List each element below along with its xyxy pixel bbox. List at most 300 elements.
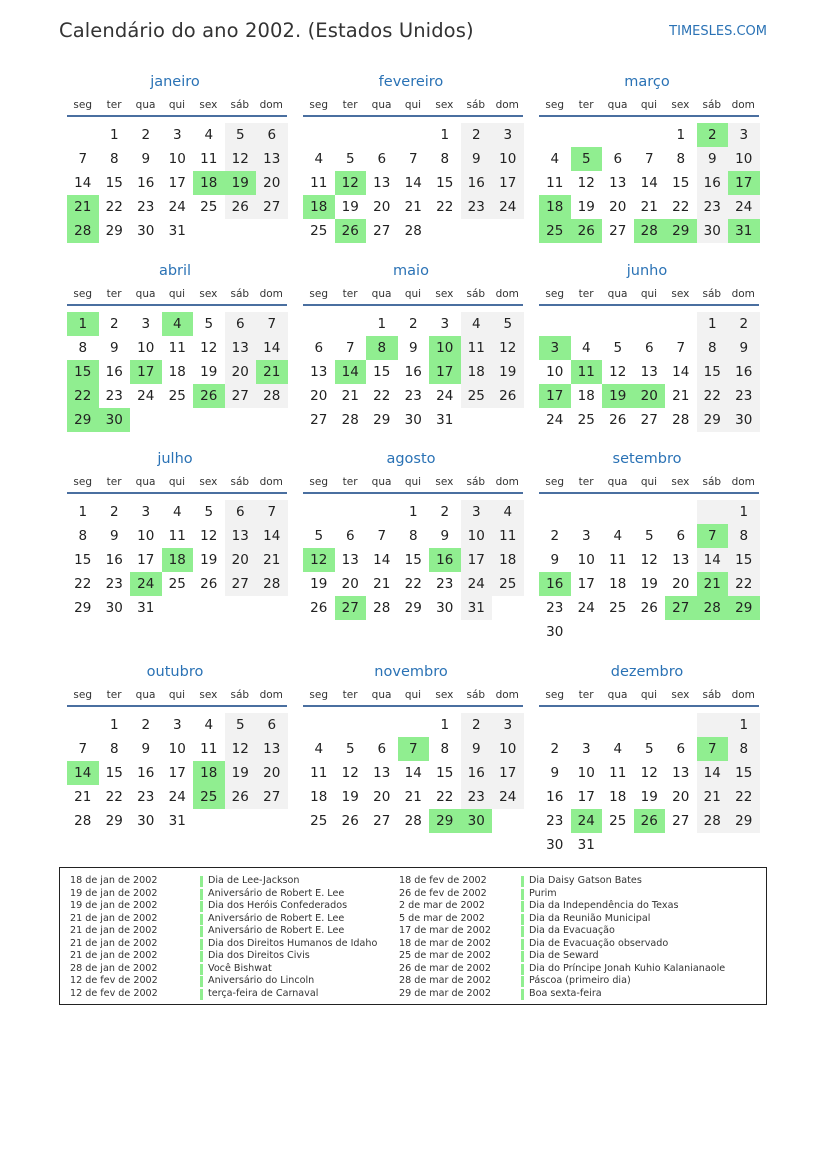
holiday-day-cell: 29 (67, 408, 99, 432)
weekday-label: sex (435, 99, 454, 111)
weekday-label: qua (135, 99, 156, 111)
weekday-label: sex (199, 476, 218, 488)
empty-cell (366, 713, 398, 737)
day-cell: 29 (373, 412, 391, 428)
day-cell: 17 (137, 552, 155, 568)
holiday-day-cell: 29 (728, 596, 760, 620)
weekday-label: sáb (466, 689, 486, 701)
day-cell: 4 (314, 151, 324, 167)
day-cell: 28 (256, 384, 288, 408)
day-cell: 7 (78, 151, 88, 167)
day-cell: 24 (137, 388, 155, 404)
day-cell: 17 (168, 175, 186, 191)
weekday-label: seg (545, 99, 565, 111)
holiday-date: 28 de jan de 2002 (70, 962, 158, 974)
day-cell: 12 (640, 552, 658, 568)
holiday-name: Dia do Príncipe Jonah Kuhio Kalanianaole (529, 962, 726, 974)
day-cell: 15 (436, 765, 454, 781)
day-cell: 2 (728, 312, 760, 336)
day-cell: 17 (461, 548, 493, 572)
day-cell: 5 (345, 741, 355, 757)
holiday-date: 18 de jan de 2002 (70, 875, 158, 886)
weekday-label: sáb (230, 99, 250, 111)
day-cell: 3 (440, 316, 450, 332)
month-janeiro (63, 72, 287, 243)
holiday-row (70, 938, 390, 951)
day-cell: 2 (461, 123, 493, 147)
day-cell: 27 (373, 813, 391, 829)
day-cell: 22 (74, 576, 92, 592)
empty-cell (634, 500, 666, 524)
month-name: novembro (374, 664, 448, 680)
holiday-name: Dia de Seward (529, 950, 599, 961)
empty-cell (697, 500, 729, 524)
day-cell: 1 (109, 127, 119, 143)
weekday-label: qui (404, 288, 422, 300)
holiday-day-cell: 7 (697, 524, 729, 548)
day-cell: 28 (373, 600, 391, 616)
holiday-date: 19 de jan de 2002 (70, 900, 158, 911)
month-name: fevereiro (378, 74, 444, 90)
holiday-name: Dia dos Heróis Confederados (208, 900, 348, 911)
weekday-header (67, 685, 287, 707)
weekday-label: seg (545, 476, 565, 488)
day-cell: 27 (225, 384, 257, 408)
holiday-row (70, 925, 390, 938)
day-cell: 30 (137, 813, 155, 829)
day-cell: 11 (168, 528, 186, 544)
day-cell: 12 (225, 147, 257, 171)
day-cell: 6 (314, 340, 324, 356)
day-cell: 5 (314, 528, 324, 544)
holiday-day-cell: 26 (193, 384, 225, 408)
weekday-label: qua (371, 689, 392, 701)
day-cell: 23 (137, 199, 155, 215)
day-cell: 13 (672, 552, 690, 568)
holiday-date: 17 de mar de 2002 (399, 925, 491, 936)
holiday-name: Aniversário do Lincoln (208, 975, 315, 986)
day-grid (67, 312, 287, 432)
day-cell: 24 (728, 195, 760, 219)
day-cell: 6 (676, 528, 686, 544)
holiday-name: Dia Daisy Gatson Bates (529, 875, 642, 886)
day-cell: 1 (440, 127, 450, 143)
day-cell: 23 (697, 195, 729, 219)
day-cell: 31 (168, 813, 186, 829)
holiday-day-cell: 29 (665, 219, 697, 243)
day-cell: 20 (341, 576, 359, 592)
holiday-name: Dia dos Direitos Civis (208, 950, 310, 961)
holiday-day-cell: 26 (335, 219, 367, 243)
holiday-row (399, 925, 719, 938)
empty-cell (303, 500, 335, 524)
empty-cell (398, 713, 430, 737)
holiday-date: 18 de mar de 2002 (399, 937, 491, 949)
day-cell: 7 (377, 528, 387, 544)
holiday-day-cell: 18 (162, 548, 194, 572)
weekday-label: sex (199, 288, 218, 300)
holiday-date: 12 de fev de 2002 (70, 975, 158, 986)
holiday-row (399, 950, 719, 963)
weekday-label: qui (640, 288, 658, 300)
day-cell: 30 (728, 408, 760, 432)
empty-cell (602, 500, 634, 524)
holiday-date: 12 de fev de 2002 (70, 987, 158, 999)
day-cell: 12 (577, 175, 595, 191)
day-cell: 26 (341, 813, 359, 829)
day-cell: 25 (577, 412, 595, 428)
day-cell: 16 (461, 171, 493, 195)
empty-cell (571, 500, 603, 524)
weekday-label: qua (135, 689, 156, 701)
weekday-label: qua (135, 476, 156, 488)
day-cell: 29 (728, 809, 760, 833)
day-cell: 1 (676, 127, 686, 143)
day-cell: 11 (609, 552, 627, 568)
day-cell: 24 (546, 412, 564, 428)
day-cell: 20 (225, 548, 257, 572)
day-cell: 17 (492, 761, 524, 785)
day-cell: 13 (672, 765, 690, 781)
day-cell: 23 (105, 388, 123, 404)
holiday-marker (200, 976, 203, 987)
day-cell: 25 (200, 199, 218, 215)
weekday-label: sáb (702, 288, 722, 300)
holiday-day-cell: 14 (335, 360, 367, 384)
day-cell: 10 (728, 147, 760, 171)
holiday-day-cell: 26 (634, 809, 666, 833)
day-cell: 21 (373, 576, 391, 592)
empty-cell (539, 312, 571, 336)
day-cell: 15 (105, 175, 123, 191)
weekday-label: qua (607, 689, 628, 701)
holiday-row (70, 988, 390, 1001)
day-cell: 23 (436, 576, 454, 592)
day-cell: 27 (256, 195, 288, 219)
weekday-label: qua (607, 476, 628, 488)
day-cell: 5 (204, 316, 214, 332)
weekday-label: qua (371, 99, 392, 111)
weekday-header (303, 685, 523, 707)
day-cell: 29 (105, 813, 123, 829)
day-cell: 3 (172, 717, 182, 733)
day-cell: 12 (492, 336, 524, 360)
day-cell: 26 (609, 412, 627, 428)
weekday-label: dom (259, 99, 283, 111)
holiday-marker (200, 889, 203, 900)
weekday-label: ter (342, 288, 358, 300)
day-cell: 25 (461, 384, 493, 408)
month-name: julho (157, 451, 193, 467)
day-cell: 26 (492, 384, 524, 408)
weekday-header (539, 284, 759, 306)
day-cell: 20 (373, 789, 391, 805)
day-grid (303, 500, 523, 620)
day-cell: 30 (436, 600, 454, 616)
month-maio (299, 261, 523, 432)
month-name: outubro (146, 664, 204, 680)
day-cell: 14 (640, 175, 658, 191)
holiday-row (70, 950, 390, 963)
weekday-label: sex (435, 288, 454, 300)
day-cell: 29 (404, 600, 422, 616)
day-cell: 11 (461, 336, 493, 360)
day-cell: 25 (609, 600, 627, 616)
day-cell: 2 (550, 741, 560, 757)
day-cell: 15 (728, 761, 760, 785)
day-cell: 31 (436, 412, 454, 428)
day-cell: 11 (609, 765, 627, 781)
day-cell: 21 (341, 388, 359, 404)
weekday-header (67, 284, 287, 306)
day-cell: 20 (225, 360, 257, 384)
brand-link[interactable]: TIMESLES.COM (669, 24, 767, 39)
weekday-label: sex (199, 99, 218, 111)
day-cell: 12 (341, 765, 359, 781)
day-cell: 5 (492, 312, 524, 336)
day-cell: 8 (440, 151, 450, 167)
day-cell: 29 (105, 223, 123, 239)
day-cell: 27 (256, 785, 288, 809)
day-cell: 7 (256, 312, 288, 336)
day-cell: 3 (728, 123, 760, 147)
day-cell: 23 (404, 388, 422, 404)
day-cell: 28 (404, 813, 422, 829)
weekday-label: seg (545, 689, 565, 701)
day-cell: 9 (141, 741, 151, 757)
holiday-day-cell: 22 (67, 384, 99, 408)
day-cell: 4 (204, 717, 214, 733)
holiday-day-cell: 25 (539, 219, 571, 243)
day-cell: 25 (168, 388, 186, 404)
holiday-day-cell: 14 (67, 761, 99, 785)
empty-cell (335, 312, 367, 336)
holiday-day-cell: 15 (67, 360, 99, 384)
holiday-day-cell: 7 (398, 737, 430, 761)
holiday-marker (200, 989, 203, 1000)
day-cell: 8 (728, 524, 760, 548)
day-cell: 25 (492, 572, 524, 596)
weekday-label: qua (371, 288, 392, 300)
weekday-label: ter (342, 476, 358, 488)
day-cell: 31 (168, 223, 186, 239)
day-cell: 14 (697, 548, 729, 572)
day-cell: 29 (74, 600, 92, 616)
holiday-day-cell: 24 (571, 809, 603, 833)
day-cell: 2 (461, 713, 493, 737)
day-cell: 17 (577, 789, 595, 805)
day-cell: 28 (256, 572, 288, 596)
day-cell: 18 (310, 789, 328, 805)
empty-cell (335, 713, 367, 737)
weekday-label: dom (259, 476, 283, 488)
weekday-label: seg (309, 689, 329, 701)
day-cell: 6 (345, 528, 355, 544)
day-cell: 19 (640, 576, 658, 592)
holiday-date: 5 de mar de 2002 (399, 912, 485, 924)
day-cell: 3 (492, 713, 524, 737)
day-cell: 1 (78, 504, 88, 520)
holiday-name: Páscoa (primeiro dia) (529, 975, 631, 986)
day-cell: 4 (581, 340, 591, 356)
weekday-label: qui (404, 476, 422, 488)
day-cell: 20 (256, 761, 288, 785)
month-agosto (299, 449, 523, 620)
day-cell: 15 (105, 765, 123, 781)
month-setembro (535, 449, 759, 644)
day-cell: 14 (74, 175, 92, 191)
day-cell: 25 (310, 223, 328, 239)
holiday-row (70, 913, 390, 926)
day-cell: 9 (550, 765, 560, 781)
day-grid (303, 713, 523, 833)
holiday-day-cell: 4 (162, 312, 194, 336)
day-cell: 15 (697, 360, 729, 384)
day-cell: 10 (461, 524, 493, 548)
weekday-label: sex (671, 288, 690, 300)
holiday-row (70, 975, 390, 988)
weekday-label: sex (671, 476, 690, 488)
empty-cell (335, 123, 367, 147)
weekday-label: qua (135, 288, 156, 300)
day-cell: 12 (640, 765, 658, 781)
day-cell: 30 (546, 624, 564, 640)
day-cell: 20 (373, 199, 391, 215)
empty-cell (335, 500, 367, 524)
empty-cell (634, 312, 666, 336)
day-cell: 30 (546, 837, 564, 853)
day-cell: 4 (492, 500, 524, 524)
day-cell: 23 (728, 384, 760, 408)
day-cell: 2 (109, 504, 119, 520)
day-cell: 6 (676, 741, 686, 757)
holiday-date: 29 de mar de 2002 (399, 987, 491, 999)
day-cell: 3 (492, 123, 524, 147)
weekday-label: sáb (230, 689, 250, 701)
day-cell: 21 (74, 789, 92, 805)
day-cell: 27 (609, 223, 627, 239)
day-cell: 15 (672, 175, 690, 191)
day-cell: 11 (200, 151, 218, 167)
day-cell: 12 (609, 364, 627, 380)
holiday-marker (200, 876, 203, 887)
holiday-row (399, 913, 719, 926)
weekday-label: ter (106, 288, 122, 300)
day-cell: 10 (137, 340, 155, 356)
holiday-day-cell: 25 (193, 785, 225, 809)
holiday-marker (521, 964, 524, 975)
day-cell: 27 (672, 813, 690, 829)
empty-cell (303, 312, 335, 336)
day-cell: 21 (697, 785, 729, 809)
day-cell: 27 (640, 412, 658, 428)
empty-cell (571, 312, 603, 336)
day-grid (303, 123, 523, 243)
holiday-day-cell: 1 (67, 312, 99, 336)
month-junho (535, 261, 759, 432)
day-cell: 19 (310, 576, 328, 592)
month-dezembro (535, 662, 759, 857)
weekday-label: qui (168, 99, 186, 111)
day-cell: 22 (728, 785, 760, 809)
day-cell: 4 (204, 127, 214, 143)
day-cell: 11 (200, 741, 218, 757)
day-cell: 10 (577, 765, 595, 781)
holiday-date: 2 de mar de 2002 (399, 900, 485, 911)
holiday-row (70, 963, 390, 976)
holiday-name: Dia da Reunião Municipal (529, 912, 651, 924)
weekday-label: qua (371, 476, 392, 488)
day-cell: 30 (697, 219, 729, 243)
day-cell: 13 (256, 737, 288, 761)
weekday-label: dom (731, 689, 755, 701)
day-cell: 10 (577, 552, 595, 568)
month-name: março (624, 74, 670, 90)
day-cell: 7 (408, 151, 418, 167)
day-cell: 19 (577, 199, 595, 215)
day-grid (539, 500, 759, 644)
empty-cell (634, 123, 666, 147)
holiday-date: 26 de fev de 2002 (399, 887, 487, 899)
day-grid (67, 500, 287, 620)
day-cell: 24 (168, 789, 186, 805)
day-cell: 16 (105, 552, 123, 568)
holiday-day-cell: 5 (571, 147, 603, 171)
weekday-label: sáb (230, 476, 250, 488)
holiday-name: Dia de Lee-Jackson (208, 875, 300, 886)
day-cell: 16 (137, 175, 155, 191)
holiday-date: 21 de jan de 2002 (70, 950, 158, 961)
empty-cell (602, 123, 634, 147)
weekday-header (539, 685, 759, 707)
holiday-day-cell: 10 (429, 336, 461, 360)
day-cell: 26 (640, 600, 658, 616)
holiday-date: 18 de fev de 2002 (399, 875, 487, 886)
holiday-name: Aniversário de Robert E. Lee (208, 925, 345, 936)
empty-cell (67, 713, 99, 737)
day-cell: 5 (644, 528, 654, 544)
day-grid (539, 312, 759, 432)
weekday-label: sáb (466, 476, 486, 488)
holiday-name: Purim (529, 887, 557, 899)
weekday-label: dom (259, 288, 283, 300)
day-cell: 9 (461, 737, 493, 761)
day-cell: 7 (644, 151, 654, 167)
day-cell: 28 (74, 813, 92, 829)
weekday-label: seg (73, 99, 93, 111)
day-cell: 5 (644, 741, 654, 757)
weekday-header (67, 472, 287, 494)
empty-cell (665, 312, 697, 336)
month-name: dezembro (610, 664, 684, 680)
day-cell: 20 (609, 199, 627, 215)
holiday-day-cell: 29 (429, 809, 461, 833)
holiday-name: Aniversário de Robert E. Lee (208, 912, 345, 924)
day-cell: 18 (609, 576, 627, 592)
holiday-row (70, 875, 390, 888)
day-cell: 17 (577, 576, 595, 592)
holiday-day-cell: 12 (335, 171, 367, 195)
day-cell: 15 (404, 552, 422, 568)
holiday-row (399, 875, 719, 888)
weekday-label: sex (199, 689, 218, 701)
day-grid (539, 123, 759, 243)
day-cell: 27 (373, 223, 391, 239)
weekday-header (303, 472, 523, 494)
day-cell: 17 (492, 171, 524, 195)
day-cell: 1 (728, 713, 760, 737)
holiday-day-cell: 27 (665, 596, 697, 620)
